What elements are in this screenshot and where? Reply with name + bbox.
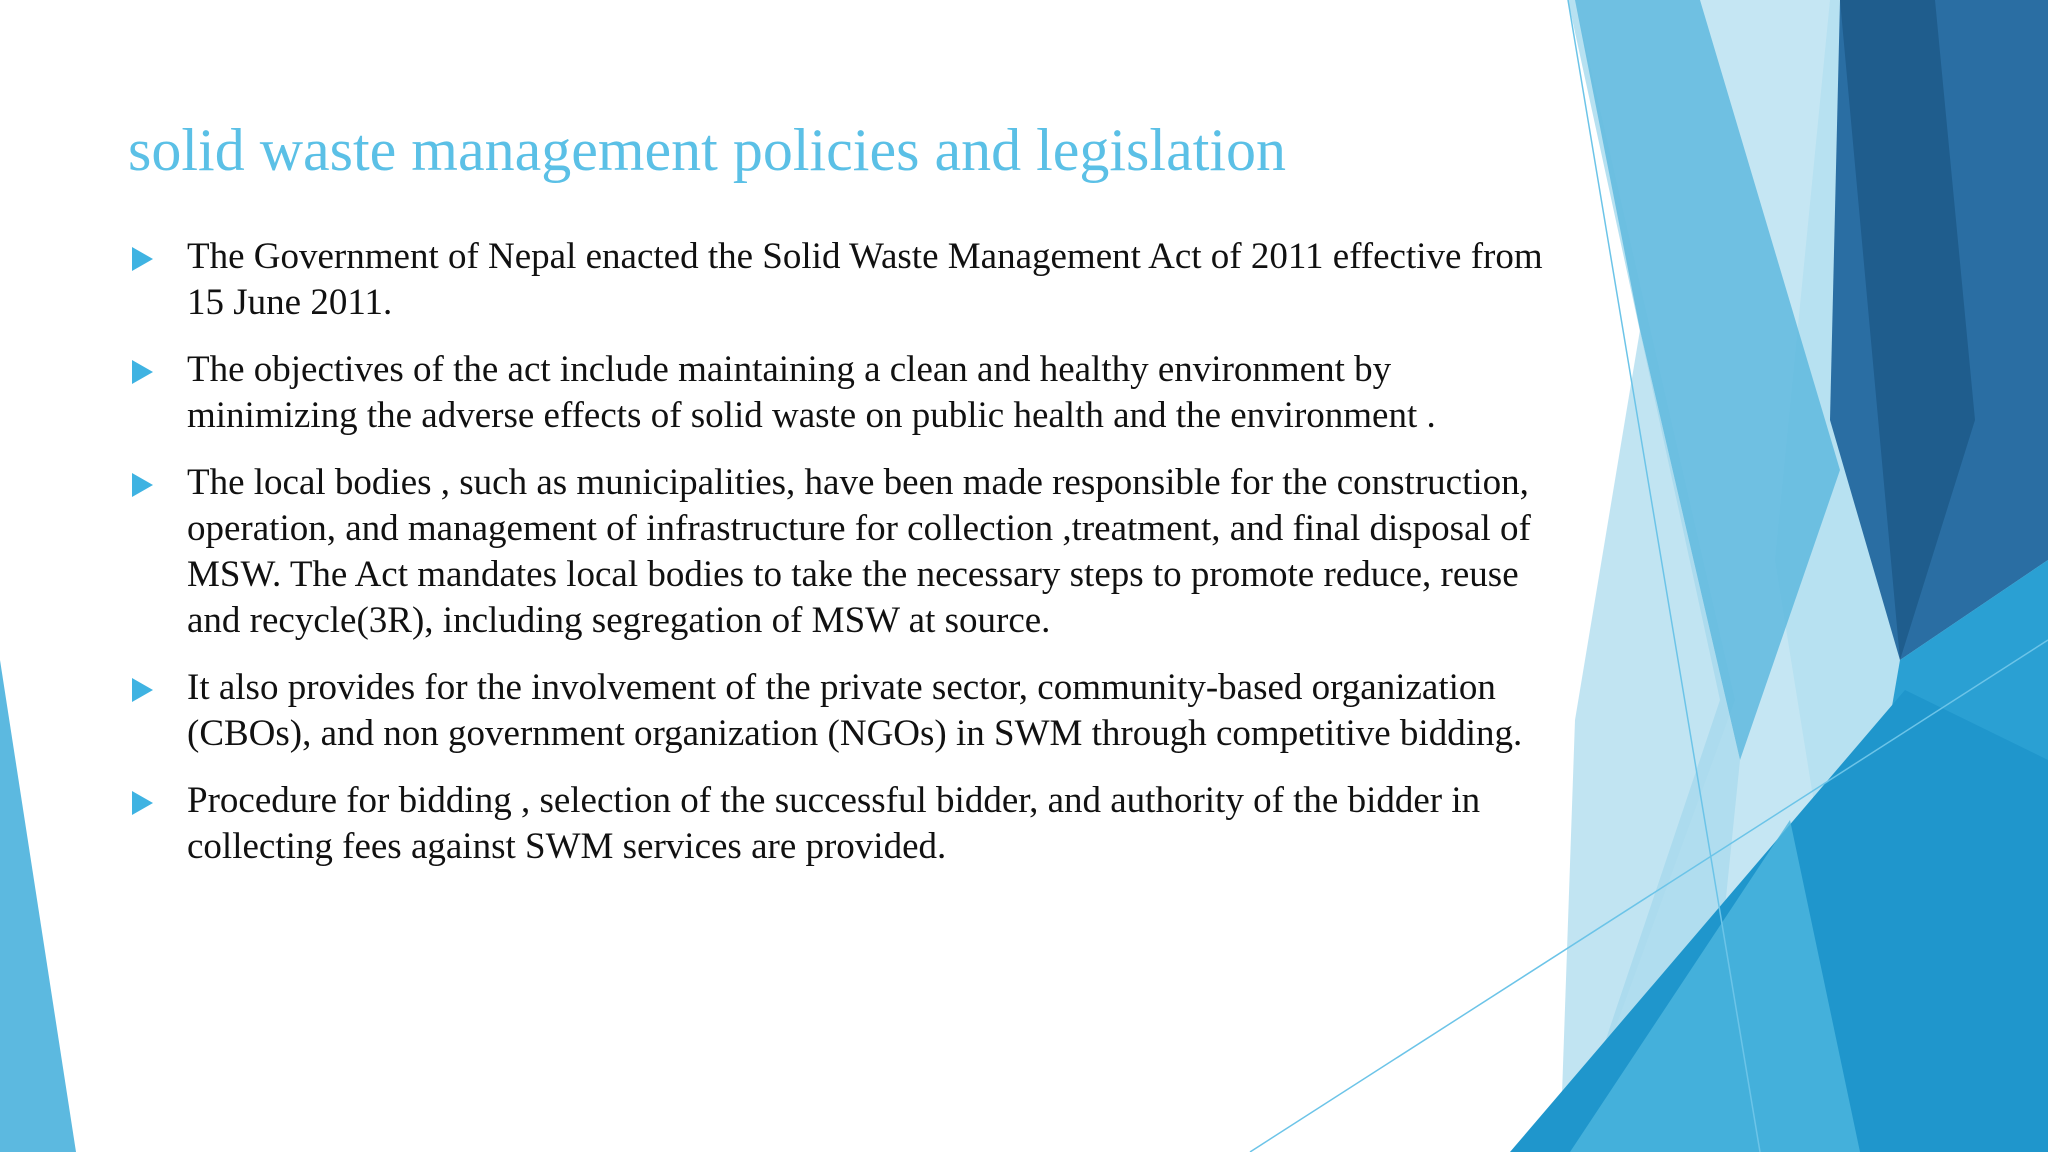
triangle-bullet-icon	[132, 247, 153, 271]
bullet-item	[128, 665, 1568, 757]
triangle-bullet-icon	[132, 678, 153, 702]
bullet-item	[128, 778, 1568, 870]
bullet-list	[128, 234, 1568, 891]
bullet-item	[128, 347, 1568, 439]
triangle-bullet-icon	[132, 473, 153, 497]
triangle-bullet-icon	[132, 791, 153, 815]
slide-title: solid waste management policies and legislation	[128, 117, 1287, 183]
left-edge-sliver	[0, 660, 76, 1152]
bullet-text: The Government of Nepal enacted the Solid Waste Management Act of 2011 effective from 15 June 2011.	[187, 236, 1543, 323]
bullet-text: The local bodies , such as municipalities, have been made responsible for the construction, operation, and management of infrastructure for collection ,treatment, and final disposal of MSW. The Act mandates local bodies to take the necessary steps to promote reduce, reuse and recycle(3R), including segregation of MSW at source.	[187, 462, 1531, 641]
bullet-item	[128, 460, 1568, 644]
bullet-item	[128, 234, 1568, 326]
triangle-bullet-icon	[132, 360, 153, 384]
bullet-text: Procedure for bidding , selection of the successful bidder, and authority of the bidder in collecting fees against SWM services are provided.	[187, 780, 1481, 867]
bullet-text: It also provides for the involvement of the private sector, community-based organization (CBOs), and non government organization (NGOs) in SWM through competitive bidding.	[187, 667, 1523, 754]
bullet-text: The objectives of the act include maintaining a clean and healthy environment by minimizing the adverse effects of solid waste on public health and the environment .	[187, 349, 1436, 436]
